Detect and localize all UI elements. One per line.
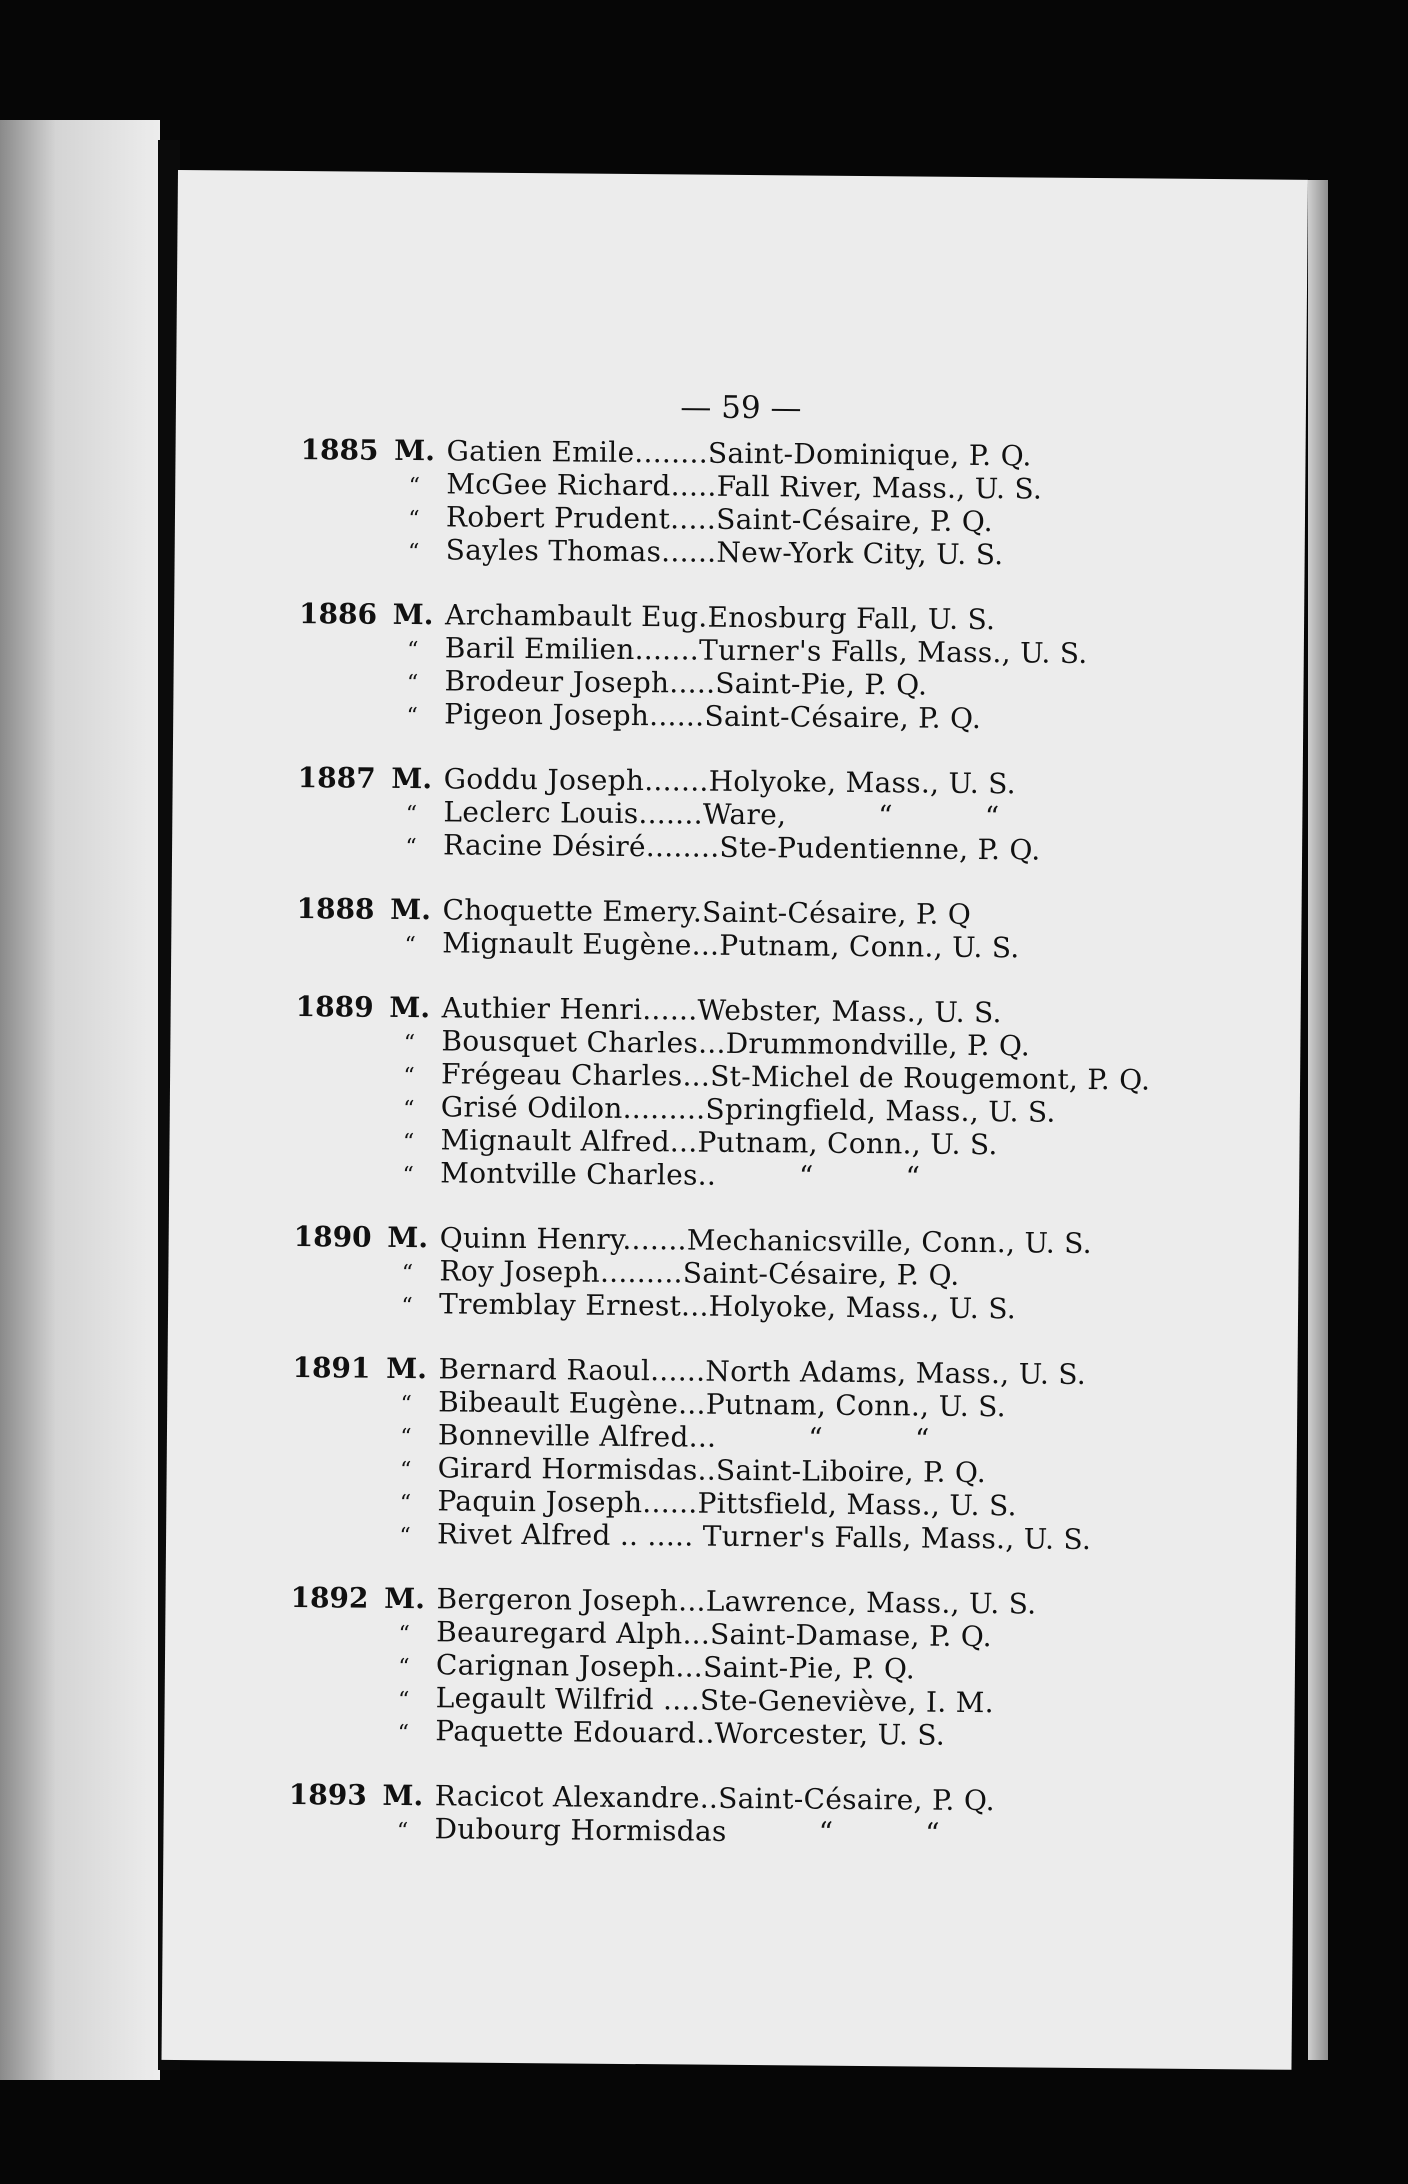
ditto-mark: “ <box>406 671 419 697</box>
entry-name-place: Baril Emilien.......Turner's Falls, Mass., U. S. <box>444 631 1088 670</box>
entry-year <box>290 1673 378 1674</box>
year-block-1887 <box>297 761 1258 868</box>
ditto-mark: “ <box>402 1162 414 1189</box>
ditto-mark: “ <box>398 1654 410 1681</box>
entry-year <box>294 1181 382 1182</box>
entry-year: 1893 <box>288 1778 367 1812</box>
entry-name-place: Choquette Emery.Saint-Césaire, P. Q <box>442 893 972 931</box>
entry-name-place: Grisé Odilon.........Springfield, Mass., U. S. <box>440 1090 1056 1129</box>
entry-year <box>300 525 388 526</box>
entry-year <box>298 722 386 723</box>
entry-marker: M. <box>394 433 436 468</box>
ditto-mark: “ <box>403 1064 415 1090</box>
ditto-mark: “ <box>400 1424 412 1451</box>
ditto-mark: “ <box>404 933 416 959</box>
entry-year <box>291 1542 379 1543</box>
entry-marker: M. <box>390 892 432 927</box>
entry-name-place: Carignan Joseph...Saint-Pie, P. Q. <box>435 1648 916 1686</box>
register-row <box>289 1713 1249 1754</box>
entry-name-place: Quinn Henry.......Mechanicsville, Conn., U. S. <box>439 1221 1093 1261</box>
entry-year <box>290 1706 378 1707</box>
entry-name-place: Mignault Eugène...Putnam, Conn., U. S. <box>442 926 1020 965</box>
entry-name-place: Girard Hormisdas..Saint-Liboire, P. Q. <box>437 1451 987 1490</box>
entry-name-place: Bibeault Eugène...Putnam, Conn., U. S. <box>438 1385 1007 1424</box>
ditto-mark: “ <box>401 1260 414 1287</box>
ditto-mark: “ <box>403 1097 415 1123</box>
entry-year: 1888 <box>296 892 375 926</box>
entry-name-place: Leclerc Louis.......Ware, “ “ <box>443 795 1000 834</box>
register-row <box>297 827 1257 868</box>
entry-name-place: Tremblay Ernest...Holyoke, Mass., U. S. <box>438 1287 1017 1326</box>
entry-year: 1886 <box>298 597 378 631</box>
entry-name-place: Authier Henri......Webster, Mass., U. S. <box>441 991 1002 1030</box>
entry-marker: M. <box>392 597 434 632</box>
facing-page-edge <box>0 120 160 2080</box>
ditto-mark: “ <box>407 638 419 664</box>
ditto-mark: “ <box>400 1391 412 1418</box>
entry-year <box>296 951 384 952</box>
entry-name-place: Bousquet Charles...Drummondville, P. Q. <box>441 1024 1031 1063</box>
page-number: — 59 — <box>680 389 802 427</box>
entry-year <box>295 1049 383 1050</box>
entry-name-place: Bonneville Alfred... “ “ <box>437 1418 930 1456</box>
entry-name-place: Mignault Alfred...Putnam, Conn., U. S. <box>440 1123 998 1162</box>
ditto-mark: “ <box>407 540 420 566</box>
page-right-edge <box>1308 180 1328 2060</box>
ditto-mark: “ <box>402 1130 415 1156</box>
entry-name-place: Bergeron Joseph...Lawrence, Mass., U. S. <box>436 1582 1037 1621</box>
entry-name-place: Rivet Alfred .. ..... Turner's Falls, Mass., U. S. <box>436 1517 1092 1557</box>
year-block-1889 <box>294 990 1256 1196</box>
entry-year <box>291 1509 379 1510</box>
register-row <box>300 532 1260 573</box>
entry-year: 1889 <box>295 990 374 1024</box>
ditto-mark: “ <box>408 474 420 500</box>
entry-name-place: Legault Wilfrid ....Ste-Geneviève, I. M. <box>435 1681 995 1720</box>
entry-year <box>297 853 385 854</box>
book-page <box>162 170 1308 2070</box>
entry-year: 1891 <box>292 1351 371 1385</box>
entry-name-place: Roy Joseph.........Saint-Césaire, P. Q. <box>439 1254 960 1292</box>
entry-year <box>289 1739 377 1740</box>
entry-year <box>297 820 385 821</box>
entry-name-place: Goddu Joseph.......Holyoke, Mass., U. S. <box>443 762 1017 801</box>
year-block-1888 <box>296 892 1257 966</box>
entry-marker: M. <box>389 990 431 1025</box>
entry-name-place: Sayles Thomas......New-York City, U. S. <box>445 533 1004 572</box>
entry-year: 1890 <box>293 1220 372 1254</box>
entry-year <box>299 656 387 657</box>
entry-year <box>292 1443 380 1444</box>
year-block-1892 <box>289 1581 1250 1754</box>
entry-name-place: Bernard Raoul......North Adams, Mass., U. S. <box>438 1352 1087 1391</box>
ditto-mark: “ <box>398 1621 410 1648</box>
entry-year <box>300 558 388 559</box>
entry-name-place: Brodeur Joseph.....Saint-Pie, P. Q. <box>444 664 928 702</box>
register-row <box>293 1286 1253 1327</box>
entry-year: 1885 <box>300 433 379 467</box>
entry-year: 1892 <box>290 1581 369 1615</box>
entry-marker: M. <box>384 1581 426 1616</box>
entry-year <box>294 1148 382 1149</box>
register-row <box>294 1155 1254 1196</box>
entry-marker: M. <box>386 1351 428 1386</box>
year-block-1890 <box>293 1220 1254 1327</box>
entry-marker: M. <box>391 761 433 796</box>
entry-name-place: Pigeon Joseph......Saint-Césaire, P. Q. <box>444 697 982 736</box>
entry-year <box>292 1410 380 1411</box>
ditto-mark: “ <box>397 1687 410 1714</box>
entry-year <box>300 492 388 493</box>
entry-year: 1887 <box>297 761 376 795</box>
ditto-mark: “ <box>399 1523 411 1550</box>
entry-name-place: Beauregard Alph...Saint-Damase, P. Q. <box>436 1615 993 1654</box>
ditto-mark: “ <box>401 1293 413 1320</box>
entry-marker: M. <box>387 1220 429 1255</box>
ditto-mark: “ <box>397 1720 410 1747</box>
entry-name-place: Racicot Alexandre..Saint-Césaire, P. Q. <box>434 1779 996 1818</box>
register-row <box>296 925 1256 966</box>
ditto-mark: “ <box>406 704 418 730</box>
entry-year <box>295 1115 383 1116</box>
year-block-1891 <box>291 1351 1253 1557</box>
ditto-mark: “ <box>399 1457 412 1484</box>
year-block-1885 <box>300 433 1261 573</box>
ditto-mark: “ <box>403 1031 416 1057</box>
entry-year <box>295 1082 383 1083</box>
register-row <box>291 1516 1251 1557</box>
register-row <box>288 1811 1248 1852</box>
entry-year <box>290 1640 378 1641</box>
entry-name-place: McGee Richard.....Fall River, Mass., U. S. <box>446 467 1043 506</box>
entry-name-place: Paquette Edouard..Worcester, U. S. <box>435 1714 946 1752</box>
entry-name-place: Dubourg Hormisdas “ “ <box>434 1812 941 1850</box>
ditto-mark: “ <box>405 835 417 861</box>
entry-year <box>298 689 386 690</box>
entry-name-place: Paquin Joseph......Pittsfield, Mass., U. S. <box>437 1484 1017 1523</box>
entry-name-place: Frégeau Charles...St-Michel de Rougemont, P. Q. <box>440 1057 1151 1097</box>
entry-name-place: Montville Charles.. “ “ <box>440 1156 921 1194</box>
register-row <box>298 696 1258 737</box>
ditto-mark: “ <box>396 1818 409 1845</box>
entry-year <box>288 1837 376 1838</box>
entry-name-place: Archambault Eug.Enosburg Fall, U. S. <box>444 598 996 637</box>
entry-name-place: Gatien Emile........Saint-Dominique, P. Q. <box>446 434 1032 473</box>
entry-name-place: Robert Prudent.....Saint-Césaire, P. Q. <box>445 500 994 539</box>
entry-marker: M. <box>382 1778 424 1813</box>
year-block-1893 <box>288 1778 1249 1852</box>
entry-year <box>292 1476 380 1477</box>
entry-name-place: Racine Désiré........Ste-Pudentienne, P. Q. <box>442 828 1041 867</box>
ditto-mark: “ <box>405 802 418 828</box>
entry-year <box>293 1312 381 1313</box>
year-block-1886 <box>298 597 1259 737</box>
ditto-mark: “ <box>399 1490 412 1517</box>
register-entries <box>288 433 1261 1884</box>
ditto-mark: “ <box>408 507 420 533</box>
entry-year <box>293 1279 381 1280</box>
